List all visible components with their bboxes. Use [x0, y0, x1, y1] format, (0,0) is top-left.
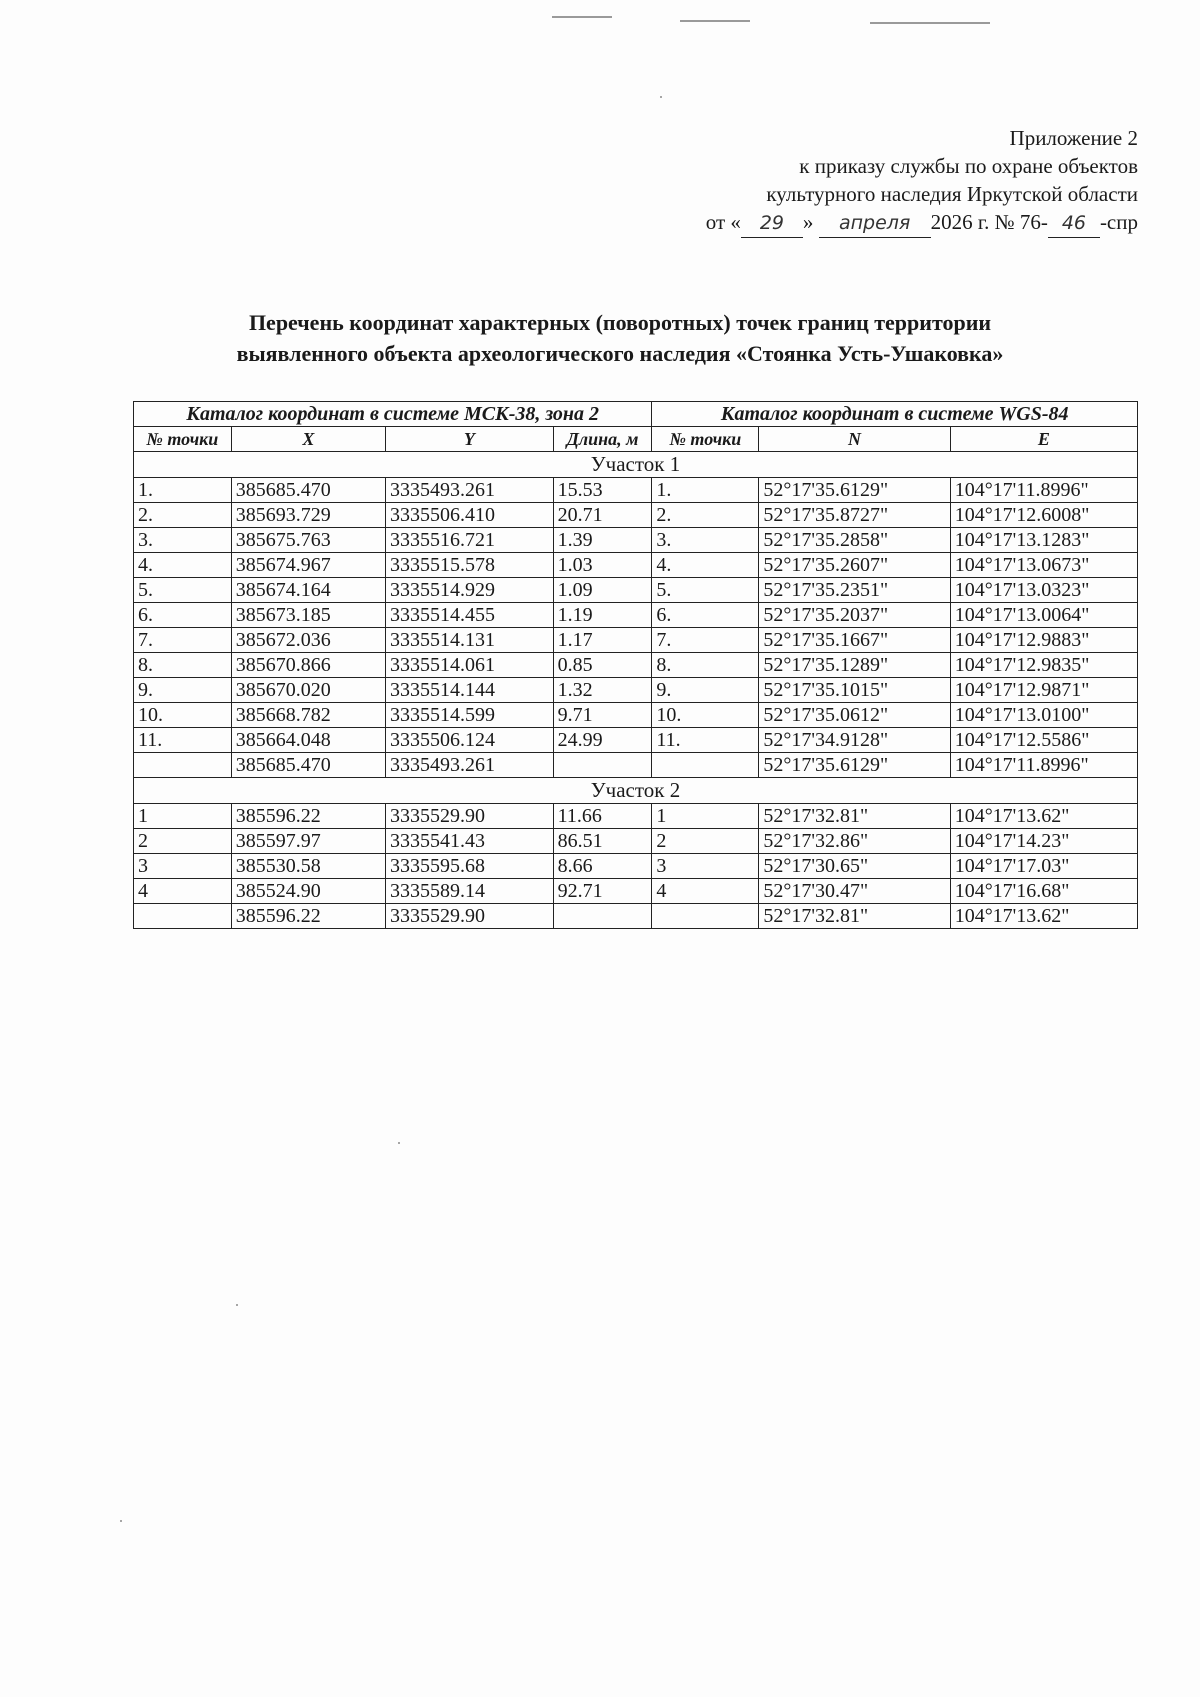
cell-point-number: 4.	[134, 553, 232, 578]
cell-n: 52°17'34.9128"	[759, 728, 950, 753]
cell-n: 52°17'35.6129"	[759, 478, 950, 503]
cell-n: 52°17'35.2858"	[759, 528, 950, 553]
cell-point-number: 8.	[134, 653, 232, 678]
cell-length: 1.17	[553, 628, 652, 653]
cell-point-number	[134, 753, 232, 778]
table-row	[134, 904, 1138, 929]
cell-n: 52°17'35.6129"	[759, 753, 950, 778]
cell-point-number-wgs: 8.	[652, 653, 759, 678]
cell-point-number: 4	[134, 879, 232, 904]
cell-x: 385670.866	[231, 653, 385, 678]
table-row	[134, 503, 1138, 528]
cell-point-number: 3.	[134, 528, 232, 553]
cell-y: 3335515.578	[386, 553, 554, 578]
cell-y: 3335514.455	[386, 603, 554, 628]
cell-e: 104°17'13.0323"	[950, 578, 1137, 603]
section-row	[134, 452, 1138, 478]
cell-length: 1.32	[553, 678, 652, 703]
cell-length: 0.85	[553, 653, 652, 678]
cell-length	[553, 904, 652, 929]
cell-length	[553, 753, 652, 778]
cell-e: 104°17'14.23"	[950, 829, 1137, 854]
group-header-wgs84: Каталог координат в системе WGS-84	[652, 402, 1138, 427]
appendix-number: Приложение 2	[1009, 126, 1138, 150]
cell-length: 92.71	[553, 879, 652, 904]
appendix-order-ref: к приказу службы по охране объектов	[799, 154, 1138, 178]
table-row	[134, 528, 1138, 553]
table-row	[134, 553, 1138, 578]
cell-y: 3335514.061	[386, 653, 554, 678]
table-row	[134, 478, 1138, 503]
table-row	[134, 578, 1138, 603]
cell-length: 9.71	[553, 703, 652, 728]
cell-point-number: 1.	[134, 478, 232, 503]
table-row	[134, 678, 1138, 703]
cell-point-number: 3	[134, 854, 232, 879]
cell-e: 104°17'17.03"	[950, 854, 1137, 879]
cell-length: 15.53	[553, 478, 652, 503]
cell-x: 385597.97	[231, 829, 385, 854]
cell-point-number-wgs: 4	[652, 879, 759, 904]
cell-n: 52°17'32.81"	[759, 804, 950, 829]
cell-y: 3335516.721	[386, 528, 554, 553]
cell-x: 385693.729	[231, 503, 385, 528]
cell-e: 104°17'13.1283"	[950, 528, 1137, 553]
handwritten-order-number: 46	[1048, 209, 1100, 238]
group-header-msk38: Каталог координат в системе МСК-38, зона 2	[134, 402, 652, 427]
cell-x: 385675.763	[231, 528, 385, 553]
cell-x: 385685.470	[231, 478, 385, 503]
cell-x: 385674.164	[231, 578, 385, 603]
cell-e: 104°17'12.9883"	[950, 628, 1137, 653]
cell-n: 52°17'35.2351"	[759, 578, 950, 603]
cell-y: 3335493.261	[386, 753, 554, 778]
cell-x: 385596.22	[231, 804, 385, 829]
section-title: Участок 2	[134, 778, 1138, 804]
cell-point-number-wgs: 5.	[652, 578, 759, 603]
appendix-date-line	[706, 208, 1138, 238]
cell-e: 104°17'12.6008"	[950, 503, 1137, 528]
cell-x: 385664.048	[231, 728, 385, 753]
cell-length: 24.99	[553, 728, 652, 753]
cell-point-number: 2.	[134, 503, 232, 528]
cell-point-number: 5.	[134, 578, 232, 603]
cell-e: 104°17'12.5586"	[950, 728, 1137, 753]
table-row	[134, 653, 1138, 678]
cell-e: 104°17'13.62"	[950, 904, 1137, 929]
cell-x: 385673.185	[231, 603, 385, 628]
cell-point-number-wgs: 3	[652, 854, 759, 879]
cell-point-number: 11.	[134, 728, 232, 753]
col-header-e: E	[950, 427, 1137, 452]
cell-x: 385685.470	[231, 753, 385, 778]
cell-point-number-wgs: 10.	[652, 703, 759, 728]
handwritten-month: апреля	[819, 209, 931, 238]
cell-x: 385670.020	[231, 678, 385, 703]
cell-y: 3335514.144	[386, 678, 554, 703]
cell-y: 3335493.261	[386, 478, 554, 503]
cell-point-number-wgs: 1.	[652, 478, 759, 503]
cell-n: 52°17'35.1015"	[759, 678, 950, 703]
handwritten-day: 29	[741, 209, 803, 238]
title-line-1: Перечень координат характерных (поворотных) точек границ территории	[248, 310, 992, 335]
cell-point-number-wgs: 11.	[652, 728, 759, 753]
col-header-y: Y	[386, 427, 554, 452]
table-row	[134, 804, 1138, 829]
cell-y: 3335506.124	[386, 728, 554, 753]
appendix-authority: культурного наследия Иркутской области	[766, 182, 1138, 206]
cell-n: 52°17'35.2607"	[759, 553, 950, 578]
cell-point-number-wgs: 3.	[652, 528, 759, 553]
cell-e: 104°17'13.0100"	[950, 703, 1137, 728]
col-header-length: Длина, м	[553, 427, 652, 452]
table-row	[134, 879, 1138, 904]
cell-y: 3335529.90	[386, 904, 554, 929]
cell-e: 104°17'16.68"	[950, 879, 1137, 904]
scan-mark	[552, 16, 612, 18]
cell-point-number-wgs: 2.	[652, 503, 759, 528]
cell-point-number-wgs: 7.	[652, 628, 759, 653]
cell-x: 385672.036	[231, 628, 385, 653]
cell-x: 385530.58	[231, 854, 385, 879]
cell-n: 52°17'30.65"	[759, 854, 950, 879]
date-prefix: от «	[705, 210, 741, 234]
table-row	[134, 603, 1138, 628]
section-row	[134, 778, 1138, 804]
cell-n: 52°17'35.0612"	[759, 703, 950, 728]
cell-point-number: 7.	[134, 628, 232, 653]
cell-point-number-wgs: 9.	[652, 678, 759, 703]
cell-length: 1.03	[553, 553, 652, 578]
cell-y: 3335506.410	[386, 503, 554, 528]
scan-dot	[398, 1142, 400, 1144]
col-header-n: N	[759, 427, 950, 452]
cell-length: 1.39	[553, 528, 652, 553]
cell-point-number-wgs	[652, 753, 759, 778]
cell-point-number-wgs: 4.	[652, 553, 759, 578]
cell-e: 104°17'13.0064"	[950, 603, 1137, 628]
section-title: Участок 1	[134, 452, 1138, 478]
table-row	[134, 703, 1138, 728]
cell-y: 3335529.90	[386, 804, 554, 829]
date-suffix: 2026 г. № 76-	[930, 210, 1048, 234]
cell-point-number-wgs	[652, 904, 759, 929]
date-mid: »	[802, 210, 814, 234]
cell-e: 104°17'11.8996"	[950, 478, 1137, 503]
cell-y: 3335589.14	[386, 879, 554, 904]
title-line-2: выявленного объекта археологического наследия «Стоянка Усть-Ушаковка»	[236, 341, 1004, 366]
table-row	[134, 753, 1138, 778]
cell-y: 3335541.43	[386, 829, 554, 854]
table-row	[134, 829, 1138, 854]
cell-n: 52°17'30.47"	[759, 879, 950, 904]
appendix-header	[706, 124, 1138, 238]
cell-x: 385524.90	[231, 879, 385, 904]
cell-x: 385668.782	[231, 703, 385, 728]
table-row	[134, 628, 1138, 653]
scan-dot	[120, 1520, 122, 1522]
table-body	[134, 452, 1138, 929]
order-suffix: -спр	[1099, 210, 1138, 234]
cell-point-number: 1	[134, 804, 232, 829]
cell-length: 1.19	[553, 603, 652, 628]
cell-length: 1.09	[553, 578, 652, 603]
cell-n: 52°17'32.81"	[759, 904, 950, 929]
cell-n: 52°17'35.2037"	[759, 603, 950, 628]
cell-x: 385596.22	[231, 904, 385, 929]
cell-e: 104°17'12.9871"	[950, 678, 1137, 703]
col-header-point-number-wgs: № точки	[652, 427, 759, 452]
cell-length: 20.71	[553, 503, 652, 528]
cell-e: 104°17'13.0673"	[950, 553, 1137, 578]
cell-point-number-wgs: 2	[652, 829, 759, 854]
cell-e: 104°17'13.62"	[950, 804, 1137, 829]
cell-point-number: 10.	[134, 703, 232, 728]
cell-length: 86.51	[553, 829, 652, 854]
cell-x: 385674.967	[231, 553, 385, 578]
col-header-x: X	[231, 427, 385, 452]
cell-n: 52°17'35.8727"	[759, 503, 950, 528]
cell-y: 3335595.68	[386, 854, 554, 879]
scan-dot	[236, 1304, 238, 1306]
cell-e: 104°17'11.8996"	[950, 753, 1137, 778]
cell-point-number: 2	[134, 829, 232, 854]
cell-point-number	[134, 904, 232, 929]
cell-y: 3335514.599	[386, 703, 554, 728]
cell-y: 3335514.131	[386, 628, 554, 653]
cell-point-number: 6.	[134, 603, 232, 628]
cell-n: 52°17'35.1667"	[759, 628, 950, 653]
scan-mark	[870, 22, 990, 24]
table-row	[134, 854, 1138, 879]
cell-point-number-wgs: 6.	[652, 603, 759, 628]
table-row	[134, 728, 1138, 753]
cell-e: 104°17'12.9835"	[950, 653, 1137, 678]
cell-length: 8.66	[553, 854, 652, 879]
cell-n: 52°17'32.86"	[759, 829, 950, 854]
cell-n: 52°17'35.1289"	[759, 653, 950, 678]
cell-length: 11.66	[553, 804, 652, 829]
cell-y: 3335514.929	[386, 578, 554, 603]
scan-mark	[680, 20, 750, 22]
cell-point-number-wgs: 1	[652, 804, 759, 829]
coordinates-table	[133, 401, 1138, 929]
document-title	[140, 307, 1100, 369]
cell-point-number: 9.	[134, 678, 232, 703]
scan-dot	[660, 96, 662, 98]
col-header-point-number: № точки	[134, 427, 232, 452]
